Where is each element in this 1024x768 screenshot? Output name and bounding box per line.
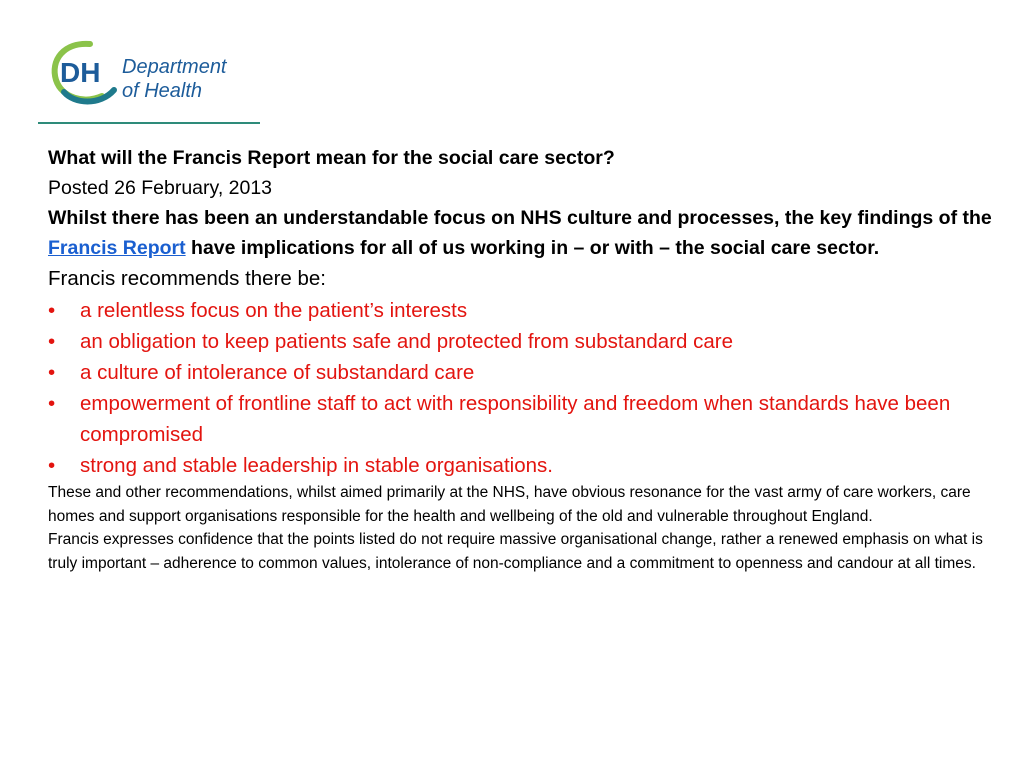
intro-text-before: Whilst there has been an understandable focus on NHS culture and processes, the key findings of the [48,207,992,229]
bullet-icon: • [48,392,56,415]
posted-date: Posted 26 February, 2013 [48,177,273,199]
bullet-icon: • [48,299,56,322]
list-item-text: a culture of intolerance of substandard care [80,361,475,384]
article-headline: What will the Francis Report mean for the social care sector? [48,147,615,169]
bullet-icon: • [48,330,56,353]
list-item [48,357,998,388]
logo-line-2: of Health [122,80,203,102]
logo-line-1: Department [122,56,227,78]
dh-logo-icon [50,40,250,106]
list-item-text: strong and stable leadership in stable organisations. [80,454,553,477]
list-item [48,326,998,357]
list-item [48,388,998,450]
paragraph-confidence: Francis expresses confidence that the points listed do not require massive organisational change, rather a renewed emphasis on what is truly important – adherence to common values, intolerance of non-compliance and a commitment to openness and candour at all times. [48,531,983,572]
recommendations-list [48,295,998,481]
header-divider [38,122,260,124]
logo-initials: DH [60,57,101,88]
bullet-icon: • [48,454,56,477]
list-item-text: empowerment of frontline staff to act with responsibility and freedom when standards have been compromised [80,392,951,446]
francis-report-link[interactable]: Francis Report [48,237,186,259]
list-item [48,450,998,481]
article-body [48,143,998,575]
department-of-health-logo [50,40,250,106]
list-item-text: an obligation to keep patients safe and protected from substandard care [80,330,734,353]
list-item [48,295,998,326]
paragraph-resonance: These and other recommendations, whilst aimed primarily at the NHS, have obvious resonance for the vast army of care workers, care homes and support organisations responsible for the health and wellbeing of the old and vulnerable throughout England. [48,484,971,525]
article-intro [48,203,998,263]
list-item-text: a relentless focus on the patient’s interests [80,299,468,322]
recommends-heading: Francis recommends there be: [48,267,327,290]
intro-text-after: have implications for all of us working in – or with – the social care sector. [185,237,880,259]
bullet-icon: • [48,361,56,384]
